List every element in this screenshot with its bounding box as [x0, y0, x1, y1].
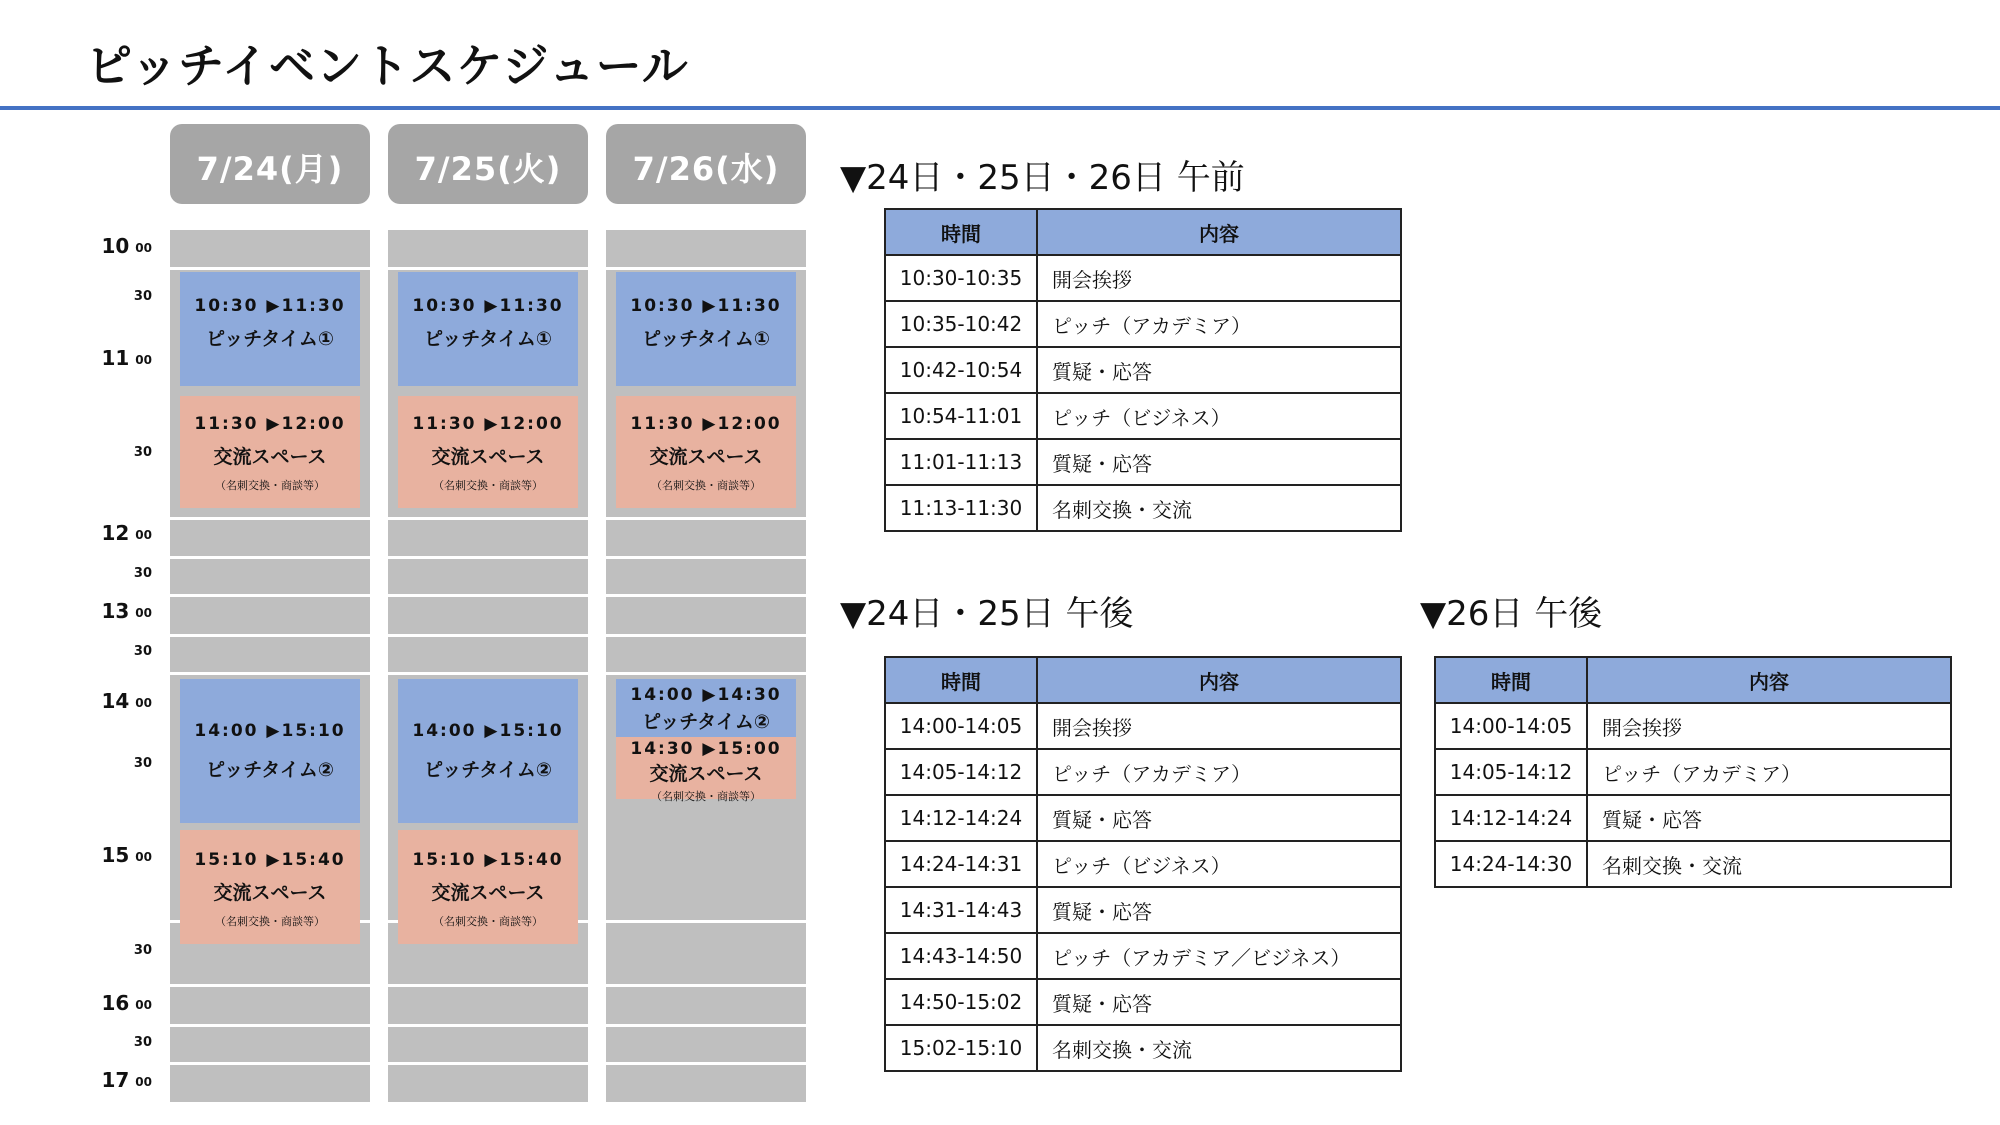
- time-cell: 14:12-14:24: [1435, 795, 1587, 841]
- time-cell: 14:50-15:02: [885, 979, 1037, 1025]
- table-row: [885, 393, 1401, 439]
- pitch-time-2-block: [180, 679, 360, 823]
- content-cell: ピッチ（アカデミア／ビジネス）: [1037, 933, 1401, 979]
- grid-line: [606, 594, 806, 597]
- content-cell: 名刺交換・交流: [1037, 1025, 1401, 1071]
- day-header: 7/26(水): [606, 124, 806, 204]
- grid-line: [606, 672, 806, 675]
- block-name: 交流スペース: [213, 446, 327, 468]
- page-title: ピッチイベントスケジュール: [86, 39, 689, 93]
- grid-line: [170, 226, 370, 230]
- time-cell: 11:13-11:30: [885, 485, 1037, 531]
- table-row: [885, 749, 1401, 795]
- block-time: 10:30 ▶11:30: [630, 296, 782, 316]
- header-time: 時間: [885, 209, 1037, 255]
- morning-section-title: ▼24日・25日・26日 午前: [840, 158, 1245, 198]
- half-label: 30: [133, 756, 152, 771]
- grid-line: [388, 267, 588, 270]
- table-row: [1435, 749, 1951, 795]
- grid-line: [170, 267, 370, 270]
- time-cell: 14:24-14:30: [1435, 841, 1587, 887]
- table-row: [885, 887, 1401, 933]
- day-header: 7/25(火): [388, 124, 588, 204]
- block-time: 11:30 ▶12:00: [194, 414, 346, 434]
- time-cell: 10:42-10:54: [885, 347, 1037, 393]
- table-row: [885, 485, 1401, 531]
- hour-label-12: 12 00: [101, 521, 152, 545]
- block-name: 交流スペース: [213, 882, 327, 904]
- table-row: [885, 255, 1401, 301]
- table-row: [885, 795, 1401, 841]
- table-row: [1435, 703, 1951, 749]
- block-time: 14:00 ▶15:10: [194, 721, 346, 741]
- grid-line: [388, 226, 588, 230]
- table-header-row: [885, 657, 1401, 703]
- day-timeline-bg: [170, 124, 370, 1102]
- block-time: 11:30 ▶12:00: [412, 414, 564, 434]
- header-time: 時間: [1435, 657, 1587, 703]
- table-row: [885, 347, 1401, 393]
- grid-line: [606, 226, 806, 230]
- content-cell: 質疑・応答: [1587, 795, 1951, 841]
- time-cell: 14:43-14:50: [885, 933, 1037, 979]
- grid-line: [606, 267, 806, 270]
- grid-line: [606, 556, 806, 559]
- time-cell: 14:00-14:05: [885, 703, 1037, 749]
- grid-line: [388, 1024, 588, 1027]
- table-row: [885, 1025, 1401, 1071]
- pitch-time-2-block: [398, 679, 578, 823]
- table-row: [885, 703, 1401, 749]
- day-column-0725: [388, 124, 588, 1102]
- block-time: 10:30 ▶11:30: [412, 296, 564, 316]
- time-cell: 10:54-11:01: [885, 393, 1037, 439]
- exchange-space-block: [180, 396, 360, 508]
- block-name: ピッチタイム②: [424, 759, 552, 781]
- hour-label-13: 13 00: [101, 599, 152, 623]
- table-row: [885, 979, 1401, 1025]
- time-cell: 14:05-14:12: [885, 749, 1037, 795]
- table-row: [885, 933, 1401, 979]
- table-header-row: [885, 209, 1401, 255]
- grid-line: [388, 517, 588, 520]
- half-label: 30: [133, 289, 152, 304]
- content-cell: ピッチ（アカデミア）: [1037, 749, 1401, 795]
- block-name: ピッチタイム①: [424, 328, 552, 350]
- pitch-time-1-block: [180, 272, 360, 386]
- grid-line: [170, 672, 370, 675]
- block-time: 11:30 ▶12:00: [630, 414, 782, 434]
- grid-line: [170, 517, 370, 520]
- day-column-0724: [170, 124, 370, 1102]
- header-content: 内容: [1037, 657, 1401, 703]
- block-time: 10:30 ▶11:30: [194, 296, 346, 316]
- exchange-space-block: [180, 830, 360, 944]
- time-cell: 14:31-14:43: [885, 887, 1037, 933]
- grid-line: [170, 594, 370, 597]
- grid-line: [388, 984, 588, 987]
- day-timeline-bg: [388, 124, 588, 1102]
- content-cell: 開会挨拶: [1037, 255, 1401, 301]
- table-row: [885, 841, 1401, 887]
- pitch-time-2-block: [616, 679, 796, 737]
- block-name: 交流スペース: [649, 763, 763, 785]
- exchange-space-block: [398, 830, 578, 944]
- grid-line: [606, 1062, 806, 1065]
- day-timeline-bg: [606, 124, 806, 1102]
- block-time: 14:30 ▶15:00: [630, 739, 782, 759]
- table-row: [885, 301, 1401, 347]
- hour-label-14: 14 00: [101, 689, 152, 713]
- half-label: 30: [133, 566, 152, 581]
- grid-line: [388, 634, 588, 637]
- block-time: 14:00 ▶15:10: [412, 721, 564, 741]
- block-subtext: （名刺交換・商談等）: [433, 479, 543, 492]
- block-name: 交流スペース: [431, 882, 545, 904]
- content-cell: ピッチ（アカデミア）: [1587, 749, 1951, 795]
- block-subtext: （名刺交換・商談等）: [215, 915, 325, 928]
- morning-schedule-table: [884, 208, 1402, 532]
- grid-line: [170, 1062, 370, 1065]
- grid-line: [170, 634, 370, 637]
- grid-line: [606, 1024, 806, 1027]
- hour-label-17: 17 00: [101, 1068, 152, 1092]
- block-subtext: （名刺交換・商談等）: [651, 479, 761, 492]
- table-row: [1435, 841, 1951, 887]
- title-underline: [0, 106, 2000, 110]
- content-cell: ピッチ（ビジネス）: [1037, 841, 1401, 887]
- time-cell: 14:24-14:31: [885, 841, 1037, 887]
- grid-line: [606, 634, 806, 637]
- block-subtext: （名刺交換・商談等）: [215, 479, 325, 492]
- content-cell: 質疑・応答: [1037, 979, 1401, 1025]
- header-time: 時間: [885, 657, 1037, 703]
- half-label: 30: [133, 943, 152, 958]
- grid-line: [388, 672, 588, 675]
- exchange-space-block: [398, 396, 578, 508]
- block-time: 15:10 ▶15:40: [194, 850, 346, 870]
- time-cell: 10:30-10:35: [885, 255, 1037, 301]
- content-cell: 質疑・応答: [1037, 347, 1401, 393]
- time-cell: 14:00-14:05: [1435, 703, 1587, 749]
- block-name: 交流スペース: [649, 446, 763, 468]
- grid-line: [170, 984, 370, 987]
- exchange-space-block: [616, 737, 796, 803]
- half-label: 30: [133, 445, 152, 460]
- time-cell: 14:12-14:24: [885, 795, 1037, 841]
- block-time: 14:00 ▶14:30: [630, 685, 782, 705]
- grid-line: [170, 1024, 370, 1027]
- grid-line: [606, 984, 806, 987]
- time-cell: 15:02-15:10: [885, 1025, 1037, 1071]
- content-cell: 質疑・応答: [1037, 795, 1401, 841]
- pitch-time-1-block: [398, 272, 578, 386]
- table-row: [885, 439, 1401, 485]
- time-cell: 14:05-14:12: [1435, 749, 1587, 795]
- day-column-0726: [606, 124, 806, 1102]
- table-header-row: [1435, 657, 1951, 703]
- content-cell: ピッチ（アカデミア）: [1037, 301, 1401, 347]
- time-cell: 11:01-11:13: [885, 439, 1037, 485]
- grid-line: [606, 920, 806, 923]
- grid-line: [606, 517, 806, 520]
- block-name: 交流スペース: [431, 446, 545, 468]
- grid-line: [388, 1062, 588, 1065]
- grid-line: [170, 556, 370, 559]
- block-name: ピッチタイム①: [642, 328, 770, 350]
- grid-line: [388, 594, 588, 597]
- hour-label-10: 10 00: [101, 234, 152, 258]
- hour-label-15: 15 00: [101, 843, 152, 867]
- pitch-time-1-block: [616, 272, 796, 386]
- block-name: ピッチタイム②: [642, 711, 770, 733]
- table-row: [1435, 795, 1951, 841]
- content-cell: 開会挨拶: [1037, 703, 1401, 749]
- hour-label-11: 11 00: [101, 346, 152, 370]
- block-name: ピッチタイム②: [206, 759, 334, 781]
- content-cell: 名刺交換・交流: [1037, 485, 1401, 531]
- half-label: 30: [133, 644, 152, 659]
- half-label: 30: [133, 1035, 152, 1050]
- block-time: 15:10 ▶15:40: [412, 850, 564, 870]
- day-header: 7/24(月): [170, 124, 370, 204]
- content-cell: 開会挨拶: [1587, 703, 1951, 749]
- afternoon-2425-schedule-table: [884, 656, 1402, 1072]
- header-content: 内容: [1587, 657, 1951, 703]
- header-content: 内容: [1037, 209, 1401, 255]
- block-name: ピッチタイム①: [206, 328, 334, 350]
- time-cell: 10:35-10:42: [885, 301, 1037, 347]
- hour-label-16: 16 00: [101, 991, 152, 1015]
- content-cell: 質疑・応答: [1037, 887, 1401, 933]
- exchange-space-block: [616, 396, 796, 508]
- content-cell: 名刺交換・交流: [1587, 841, 1951, 887]
- block-subtext: （名刺交換・商談等）: [433, 915, 543, 928]
- afternoon-2425-section-title: ▼24日・25日 午後: [840, 594, 1134, 634]
- content-cell: ピッチ（ビジネス）: [1037, 393, 1401, 439]
- afternoon-26-schedule-table: [1434, 656, 1952, 888]
- grid-line: [388, 556, 588, 559]
- block-subtext: （名刺交換・商談等）: [651, 790, 761, 803]
- afternoon-26-section-title: ▼26日 午後: [1420, 594, 1603, 634]
- content-cell: 質疑・応答: [1037, 439, 1401, 485]
